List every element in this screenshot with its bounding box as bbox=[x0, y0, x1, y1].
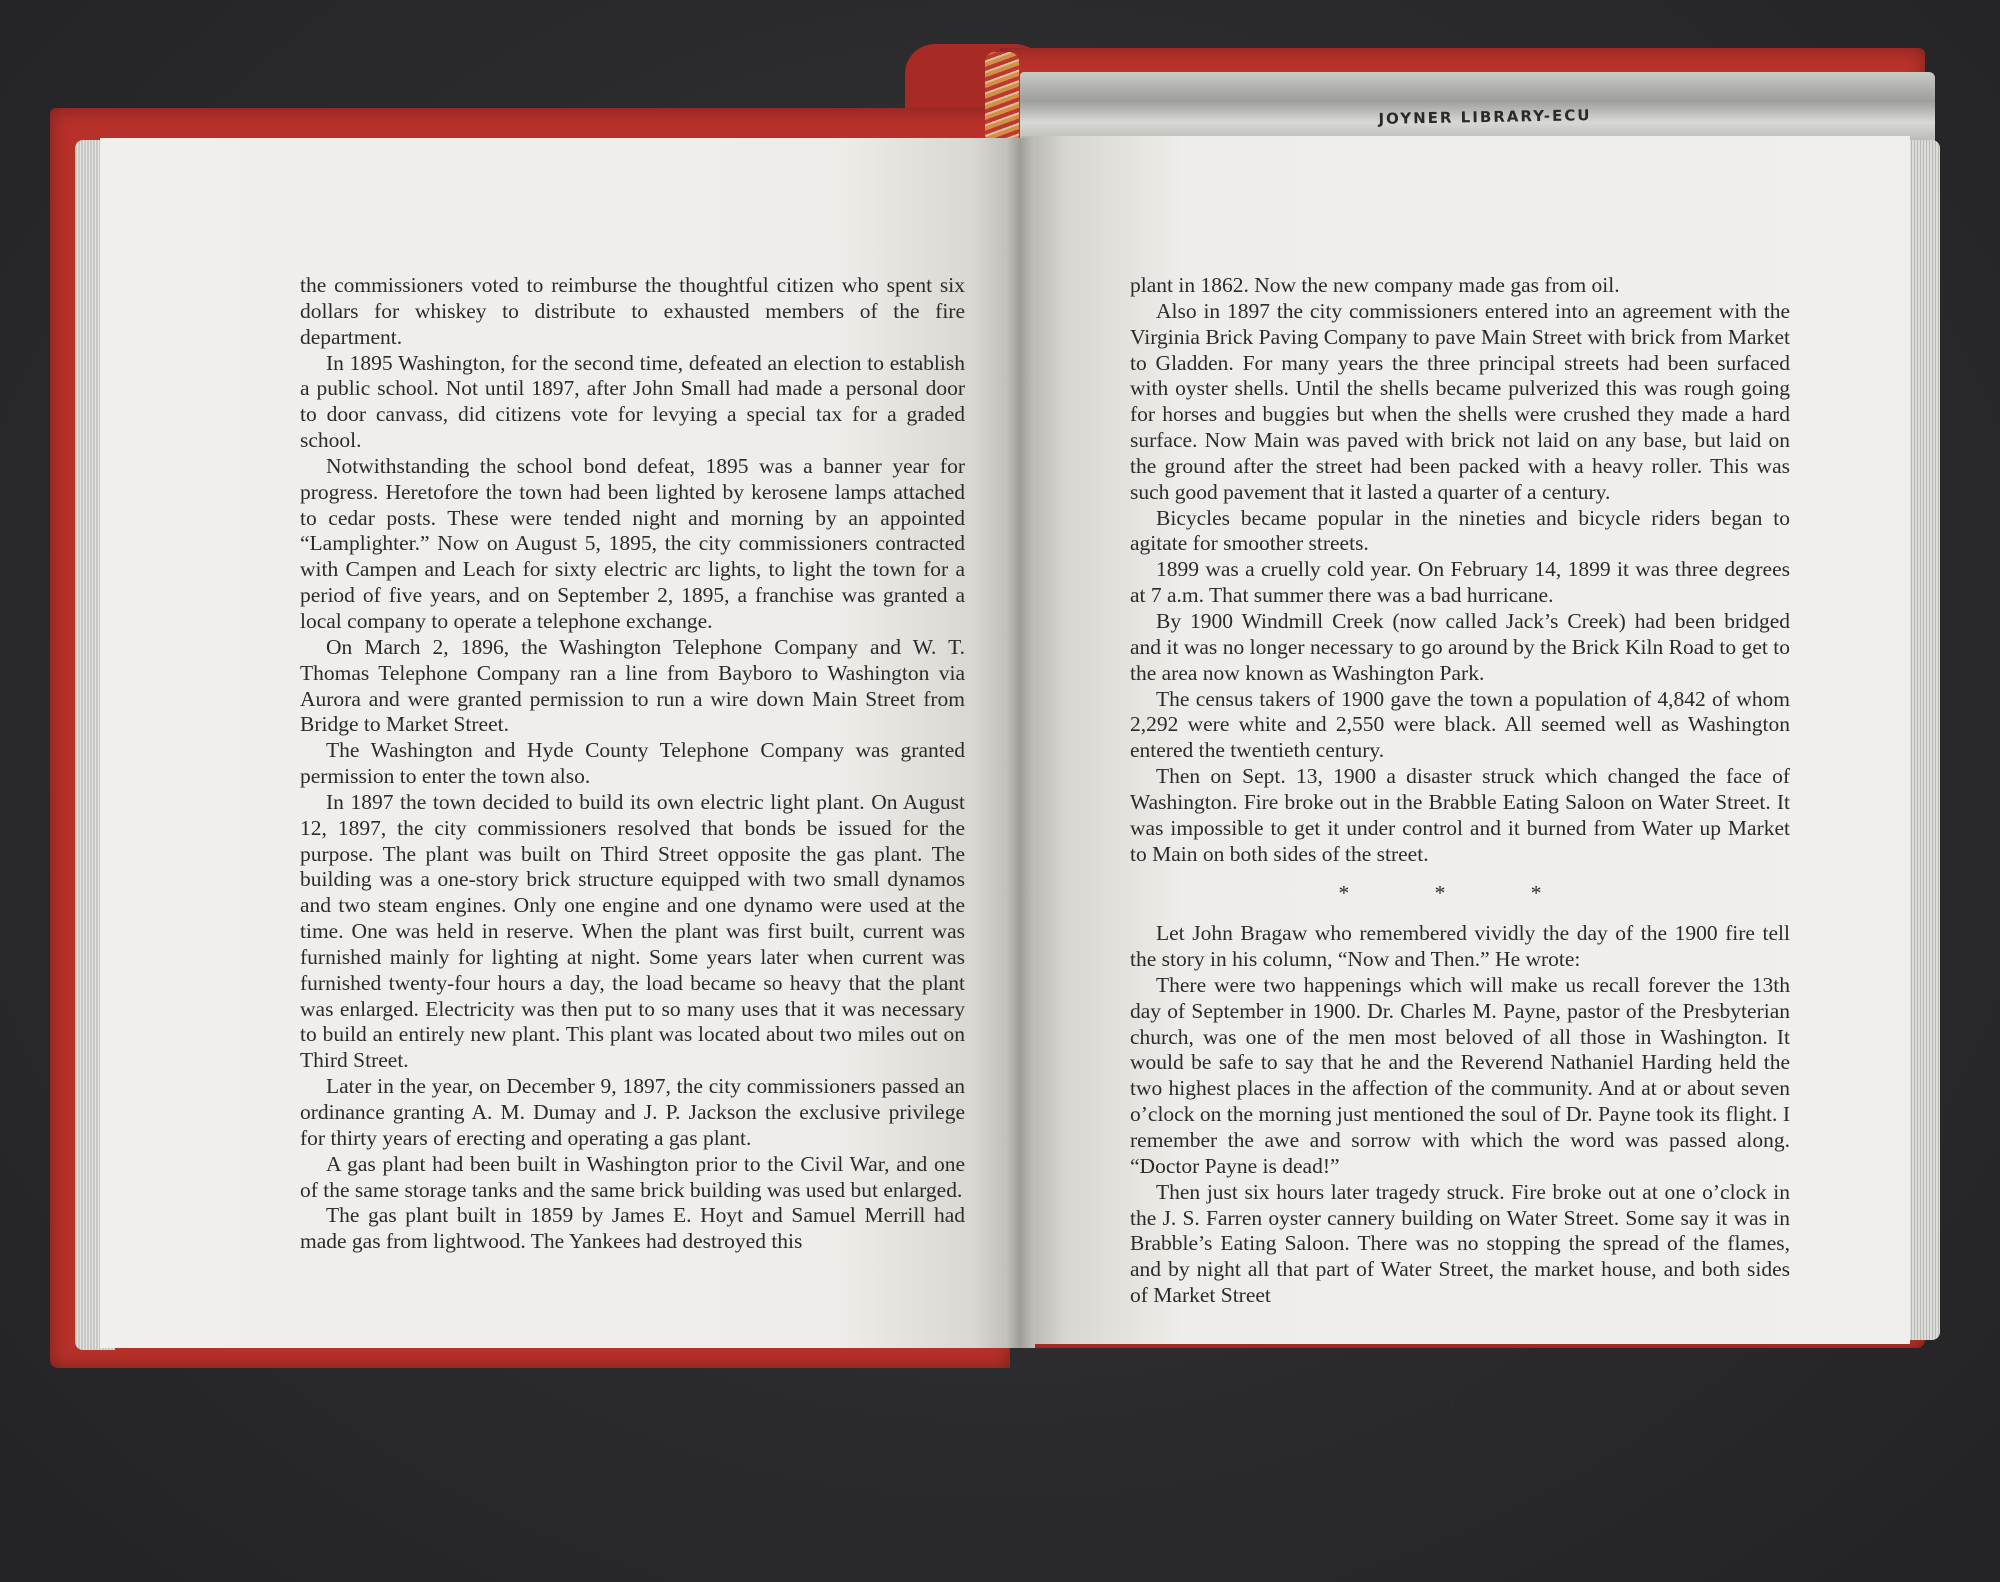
section-separator: * * * bbox=[1338, 881, 1582, 906]
page-number-left: 70 bbox=[610, 1386, 632, 1411]
paragraph: There were two happenings which will make us recall forever the 13th day of September in 1900. Dr. Charles M. Payne, pastor of the Presbyterian church, was one of the men most beloved of all those in Washington. It would be safe to say that he and the Reverend Nathaniel Harding held the two highest places in the affection of the community. And at or about seven o’clock on the morning just mentioned the soul of Dr. Payne took its flight. I remember the awe and sorrow with which the word was passed along. “Doctor Payne is dead!” bbox=[1130, 972, 1790, 1178]
paragraph: Notwithstanding the school bond defeat, 1895 was a banner year for progress. Heretofore the town had been lighted by kerosene lamps attached to cedar posts. These were tended night and morning by an appointed “Lamplighter.” Now on August 5, 1895, the city commissioners contracted with Campen and Leach for sixty electric arc lights, to light the town for a period of five years, and on September 2, 1895, a franchise was granted a local company to operate a telephone exchange. bbox=[300, 453, 965, 633]
right-page-text bbox=[1130, 273, 1790, 1309]
left-page-text bbox=[300, 273, 965, 1255]
paragraph: Later in the year, on December 9, 1897, the city commissioners passed an ordinance granting A. M. Dumay and J. P. Jackson the exclusive privilege for thirty years of erecting and operating a gas plant. bbox=[300, 1074, 965, 1150]
paragraph: Bicycles became popular in the nineties and bicycle riders began to agitate for smoother streets. bbox=[1130, 505, 1790, 556]
paragraph: The census takers of 1900 gave the town a population of 4,842 of whom 2,292 were white and 2,550 were black. All seemed well as Washington entered the twentieth century. bbox=[1130, 686, 1790, 763]
bookmark-ribbon bbox=[985, 52, 1019, 144]
paragraph: Also in 1897 the city commissioners entered into an agreement with the Virginia Brick Paving Company to pave Main Street with brick from Market to Gladden. For many years the three principal streets had been surfaced with oyster shells. Until the shells became pulverized this was rough going for horses and buggies but when the shells were crushed they made a hard surface. Now Main was paved with brick not laid on any base, but laid on the ground after the street had been packed with a heavy roller. This was such good pavement that it lasted a quarter of a century. bbox=[1130, 298, 1790, 504]
paragraph: On March 2, 1896, the Washington Telephone Company and W. T. Thomas Telephone Company ran a line from Bayboro to Washington via Aurora and were granted permission to run a wire down Main Street from Bridge to Market Street. bbox=[300, 634, 965, 737]
paragraph: The gas plant built in 1859 by James E. Hoyt and Samuel Merrill had made gas from lightwood. The Yankees had destroyed this bbox=[300, 1203, 965, 1254]
book-gutter bbox=[1005, 138, 1035, 1348]
paragraph: 1899 was a cruelly cold year. On February 14, 1899 it was three degrees at 7 a.m. That summer there was a bad hurricane. bbox=[1130, 557, 1790, 608]
paragraph: Let John Bragaw who remembered vividly the day of the 1900 fire tell the story in his column, “Now and Then.” He wrote: bbox=[1130, 921, 1790, 972]
paragraph: the commissioners voted to reimburse the thoughtful citizen who spent six dollars for whiskey to distribute to exhausted members of the fire department. bbox=[300, 273, 965, 349]
paragraph: The Washington and Hyde County Telephone Company was granted permission to enter the town also. bbox=[300, 738, 965, 789]
paragraph: In 1895 Washington, for the second time, defeated an election to establish a public school. Not until 1897, after John Small had made a personal door to door canvass, did citizens vote for levying a special tax for a graded school. bbox=[300, 350, 965, 453]
paragraph: A gas plant had been built in Washington prior to the Civil War, and one of the same storage tanks and the same brick building was used but enlarged. bbox=[300, 1151, 965, 1202]
page-number-right: 71 bbox=[1435, 1388, 1457, 1413]
paragraph: By 1900 Windmill Creek (now called Jack’s Creek) had been bridged and it was no longer necessary to go around by the Brick Kiln Road to get to the area now known as Washington Park. bbox=[1130, 608, 1790, 685]
paragraph: In 1897 the town decided to build its own electric light plant. On August 12, 1897, the city commissioners resolved that bonds be issued for the purpose. The plant was built on Third Street opposite the gas plant. The building was a one-story brick structure equipped with two small dynamos and two steam engines. Only one engine and one dynamo were used at the time. One was held in reserve. When the plant was first built, current was furnished mainly for lighting at night. Some years later when current was furnished twenty-four hours a day, the load became so heavy that the plant was enlarged. Electricity was then put to so many uses that it was necessary to build an entirely new plant. This plant was located about two miles out on Third Street. bbox=[300, 789, 965, 1073]
paragraph: Then on Sept. 13, 1900 a disaster struck which changed the face of Washington. Fire broke out in the Brabble Eating Saloon on Water Street. It was impossible to get it under control and it burned from Water up Market to Main on both sides of the street. bbox=[1130, 764, 1790, 866]
paragraph: plant in 1862. Now the new company made gas from oil. bbox=[1130, 273, 1620, 297]
paragraph: Then just six hours later tragedy struck. Fire broke out at one o’clock in the J. S. Farren oyster cannery building on Water Street. Some say it was in Brabble’s Eating Saloon. There was no stopping the spread of the flames, and by night all that part of Water Street, the market house, and both sides of Market Street bbox=[1130, 1179, 1790, 1308]
library-stamp: JOYNER LIBRARY-ECU bbox=[1378, 106, 1592, 128]
